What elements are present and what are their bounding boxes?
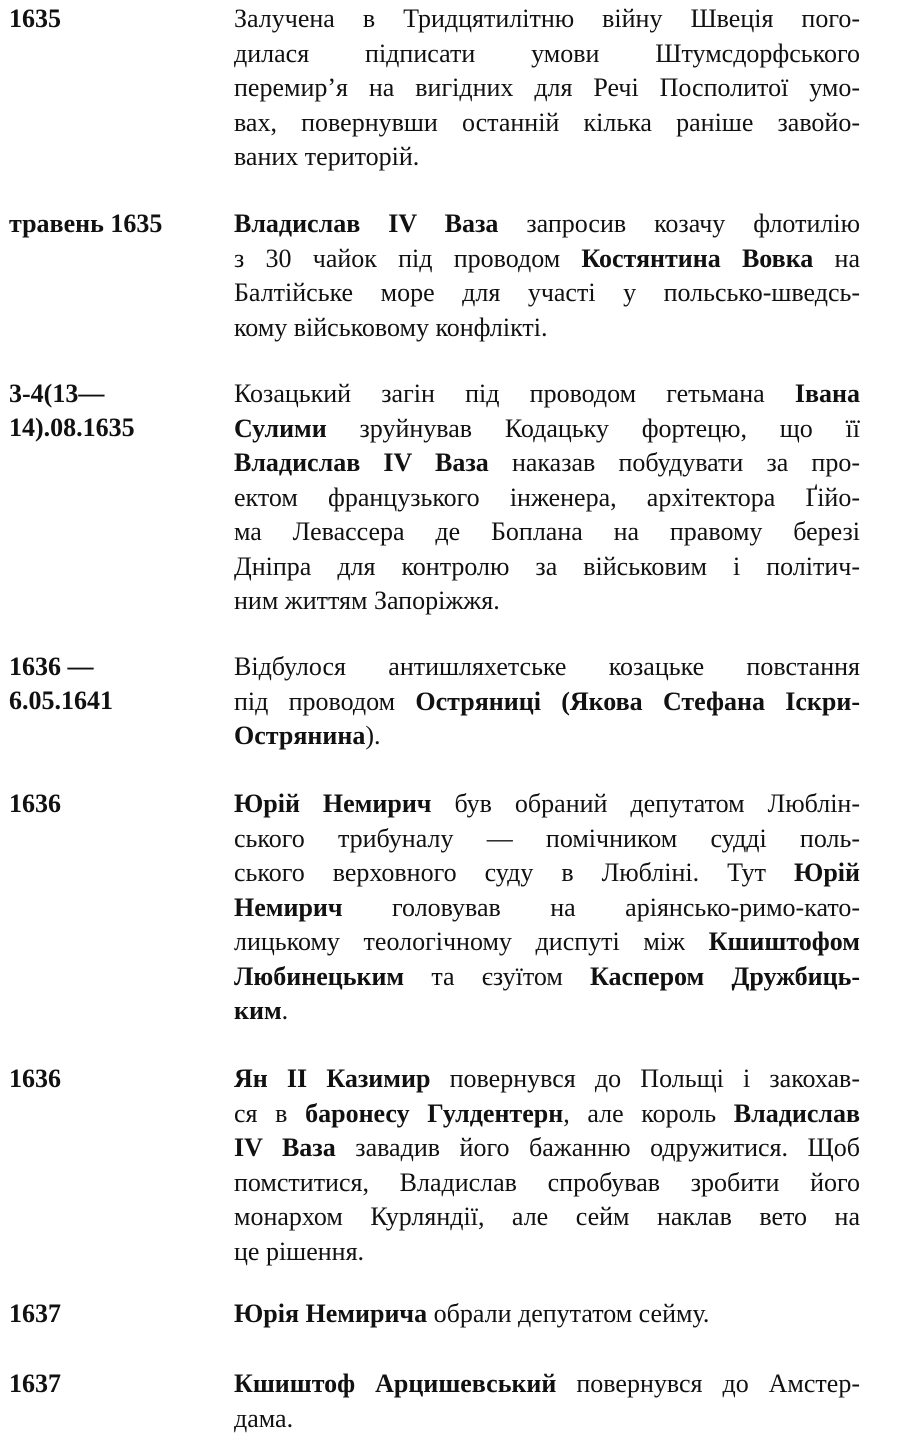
text-run: з 30 чайок під проводом xyxy=(234,243,582,273)
text-run: ектом французького інженера, архітектора Ґійо- xyxy=(234,482,860,512)
entry-text xyxy=(234,1297,860,1332)
text-line xyxy=(234,856,860,891)
text-run: це рішення. xyxy=(234,1236,365,1266)
text-run: повернувся до Польщі і закохав- xyxy=(430,1064,860,1093)
date-line: 6.05.1641 xyxy=(9,686,113,715)
name-emphasis: ким xyxy=(234,996,282,1025)
text-line xyxy=(234,140,860,175)
text-line xyxy=(234,446,860,481)
name-emphasis: Владислав IV Ваза xyxy=(234,448,489,477)
date-line: травень 1635 xyxy=(9,209,163,238)
text-line xyxy=(234,1097,860,1132)
name-emphasis: Острянина xyxy=(234,721,366,750)
text-line xyxy=(234,719,860,754)
entry-text xyxy=(234,2,860,175)
text-line xyxy=(234,276,860,311)
entry-text xyxy=(234,650,860,754)
text-run: вах, повернувши останній кілька раніше завойо- xyxy=(234,107,860,137)
text-run: ваних територій. xyxy=(234,142,420,171)
text-line xyxy=(234,787,860,822)
entry-text xyxy=(234,1367,860,1436)
text-line xyxy=(234,994,860,1029)
text-run: лицькому теологічному диспуті між xyxy=(234,927,709,956)
text-run: Дніпра для контролю за військовим і політич- xyxy=(234,551,860,581)
text-run: Балтійське море для участі у польсько-шведсь- xyxy=(234,278,860,307)
name-emphasis: Юрій Немирич xyxy=(234,789,432,818)
text-run: під проводом xyxy=(234,686,416,716)
text-run: був обраний депутатом Люблін- xyxy=(431,789,860,818)
text-line xyxy=(234,242,860,277)
text-run: дама. xyxy=(234,1403,294,1433)
text-line xyxy=(234,550,860,585)
text-run: завадив його бажанню одружитися. Щоб xyxy=(335,1133,861,1162)
text-line xyxy=(234,1131,860,1166)
entry-text xyxy=(234,1062,860,1269)
text-line xyxy=(234,311,860,346)
name-emphasis: Владислав xyxy=(733,1098,860,1128)
text-run: ського трибуналу — помічником судді поль- xyxy=(234,823,860,853)
date-line: 1636 xyxy=(9,1064,61,1093)
name-emphasis: Немирич xyxy=(234,892,343,922)
text-run: перемир’я на вигідних для Речі Посполитої умо- xyxy=(234,73,860,102)
name-emphasis: Любинецьким xyxy=(234,961,405,991)
name-emphasis: Ян II Казимир xyxy=(234,1064,431,1093)
name-emphasis: Сулими xyxy=(234,413,327,443)
text-line xyxy=(234,891,860,926)
text-run: монархом Курляндії, але сейм наклав вето на xyxy=(234,1202,860,1231)
text-line xyxy=(234,1200,860,1235)
name-emphasis: Кшиштофом xyxy=(708,927,860,956)
text-run: Відбулося антишляхетське козацьке повстання xyxy=(234,652,860,681)
entry-text xyxy=(234,377,860,619)
text-run: ма Левассера де Боплана на правому березі xyxy=(234,517,860,546)
name-emphasis: Кшиштоф Арцишевський xyxy=(234,1369,557,1398)
name-emphasis: Юрія Немирича xyxy=(234,1299,428,1328)
name-emphasis: баронесу Гулдентерн xyxy=(305,1098,564,1128)
text-line xyxy=(234,584,860,619)
name-emphasis: Остряниці (Якова Стефана Іскри- xyxy=(415,686,860,716)
name-emphasis: Костянтина Вовка xyxy=(581,243,814,273)
text-run: ся в xyxy=(234,1098,306,1128)
entry-date xyxy=(9,207,162,241)
date-line: 1636 — xyxy=(9,652,94,681)
name-emphasis: Владислав IV Ваза xyxy=(234,209,499,238)
text-run: . xyxy=(281,996,289,1025)
text-line xyxy=(234,1297,860,1332)
text-line xyxy=(234,106,860,141)
entry-text xyxy=(234,207,860,345)
text-run: кому військовому конфлікті. xyxy=(234,312,548,342)
text-run: Козацький загін під проводом гетьмана xyxy=(234,379,795,408)
entry-date xyxy=(9,1062,61,1096)
entry-date xyxy=(9,787,61,821)
text-run: наказав побудувати за про- xyxy=(488,448,860,477)
entry-date xyxy=(9,377,135,445)
text-run: повернувся до Амстер- xyxy=(556,1369,860,1398)
text-run: , але король xyxy=(563,1098,734,1128)
text-line xyxy=(234,412,860,447)
text-line xyxy=(234,515,860,550)
text-line xyxy=(234,1235,860,1270)
name-emphasis: Юрій xyxy=(794,858,860,887)
date-line: 1637 xyxy=(9,1369,61,1398)
date-line: 14).08.1635 xyxy=(9,413,135,442)
text-line xyxy=(234,71,860,106)
text-line xyxy=(234,960,860,995)
entry-date xyxy=(9,650,113,718)
text-line xyxy=(234,2,860,37)
text-line xyxy=(234,1402,860,1437)
text-run: ). xyxy=(365,721,381,750)
name-emphasis: Івана xyxy=(794,379,860,408)
text-line xyxy=(234,1166,860,1201)
text-run: обрали депутатом сейму. xyxy=(427,1299,710,1328)
date-line: 1636 xyxy=(9,789,61,818)
text-line xyxy=(234,207,860,242)
text-run: Залучена в Тридцятилітню війну Швеція пого- xyxy=(234,4,860,33)
text-run: та єзуїтом xyxy=(404,961,591,991)
text-run: дилася підписати умови Штумсдорфського xyxy=(234,38,860,68)
entry-date xyxy=(9,1297,61,1331)
text-line xyxy=(234,1062,860,1097)
text-line xyxy=(234,650,860,685)
entry-text xyxy=(234,787,860,1029)
name-emphasis: Каспером Дружбиць- xyxy=(590,961,860,991)
date-line: 1635 xyxy=(9,4,61,33)
date-line: 3-4(13— xyxy=(9,379,105,408)
text-run: ського верховного суду в Любліні. Тут xyxy=(234,858,795,887)
date-line: 1637 xyxy=(9,1299,61,1328)
entry-date xyxy=(9,1367,61,1401)
text-line xyxy=(234,377,860,412)
text-line xyxy=(234,822,860,857)
text-run: помститися, Владислав спробував зробити його xyxy=(234,1167,860,1197)
text-run: зруйнував Кодацьку фортецю, що її xyxy=(326,413,860,443)
text-run: на xyxy=(813,243,860,273)
text-line xyxy=(234,925,860,960)
text-run: ним життям Запоріжжя. xyxy=(234,586,500,615)
text-line xyxy=(234,685,860,720)
name-emphasis: IV Ваза xyxy=(234,1133,336,1162)
entry-date xyxy=(9,2,61,36)
text-line xyxy=(234,481,860,516)
text-line xyxy=(234,1367,860,1402)
text-run: запросив козачу флотилію xyxy=(498,209,860,238)
text-run: головував на аріянсько-римо-като- xyxy=(342,892,860,922)
text-line xyxy=(234,37,860,72)
